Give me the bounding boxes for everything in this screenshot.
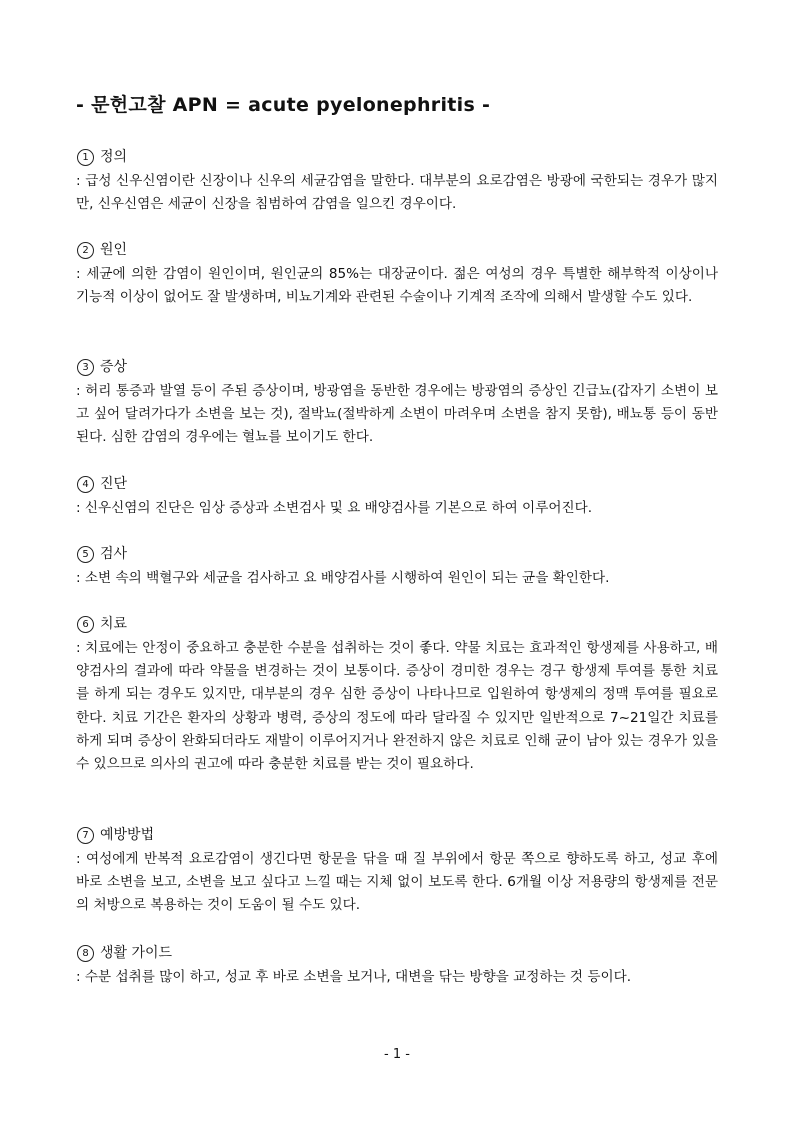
section-body: : 신우신염의 진단은 임상 증상과 소변검사 및 요 배양검사를 기본으로 하여 이루어진다. — [76, 500, 593, 516]
section-heading — [76, 474, 718, 494]
section-number-badge: 1 — [77, 149, 94, 166]
section-tests — [76, 544, 718, 590]
section-number-badge: 5 — [77, 546, 94, 563]
section-heading — [76, 544, 718, 564]
section-heading — [76, 943, 718, 963]
page-number: - 1 - — [384, 1047, 410, 1062]
section-symptoms — [76, 357, 718, 450]
section-heading-text: 검사 — [100, 546, 128, 562]
section-heading — [76, 825, 718, 845]
section-definition — [76, 147, 718, 216]
section-body: : 세균에 의한 감염이 원인이며, 원인균의 85%는 대장균이다. 젊은 여성의 경우 특별한 해부학적 이상이나 기능적 이상이 없어도 잘 발생하며, 비뇨기계와 관련된 수술이나 기계적 조작에 의해서 발생할 수도 있다. — [76, 266, 718, 306]
section-heading-text: 정의 — [100, 149, 128, 165]
section-heading — [76, 147, 718, 167]
section-life-guide — [76, 943, 718, 989]
section-body: : 소변 속의 백혈구와 세균을 검사하고 요 배양검사를 시행하여 원인이 되는 균을 확인한다. — [76, 570, 610, 586]
section-prevention — [76, 825, 718, 918]
section-number-badge: 2 — [77, 242, 94, 259]
section-body: : 여성에게 반복적 요로감염이 생긴다면 항문을 닦을 때 질 부위에서 항문 쪽으로 향하도록 하고, 성교 후에 바로 소변을 보고, 소변을 보고 싶다고 느낄 때는 지체 없이 보도록 한다. 6개월 이상 저용량의 항생제를 전문의 처방으로 복용하는 것이 도움이 될 수도 있다. — [76, 851, 718, 914]
section-treatment — [76, 614, 718, 776]
document-title: - 문헌고찰 APN = acute pyelonephritis - — [76, 94, 491, 116]
section-heading-text: 생활 가이드 — [100, 945, 173, 961]
section-body: : 치료에는 안정이 중요하고 충분한 수분을 섭취하는 것이 좋다. 약물 치료는 효과적인 항생제를 사용하고, 배양검사의 결과에 따라 약물을 변경하는 것이 보통이다. 증상이 경미한 경우는 경구 항생제 투여를 통한 치료를 하게 되는 경우도 있지만, 대부분의 경우 심한 증상이 나타나므로 입원하여 항생제의 정맥 투여를 필요로 한다. 치료 기간은 환자의 상황과 병력, 증상의 정도에 따라 달라질 수 있지만 일반적으로 7~21일간 치료를 하게 되며 증상이 완화되더라도 재발이 이루어지거나 완전하지 않은 치료로 인해 균이 남아 있는 경우가 있을 수 있으므로 의사의 권고에 따라 충분한 치료를 받는 것이 필요하다. — [76, 640, 718, 773]
section-diagnosis — [76, 474, 718, 520]
section-heading-text: 원인 — [100, 242, 128, 258]
section-number-badge: 4 — [77, 476, 94, 493]
section-number-badge: 8 — [77, 945, 94, 962]
section-body: : 허리 통증과 발열 등이 주된 증상이며, 방광염을 동반한 경우에는 방광염의 증상인 긴급뇨(갑자기 소변이 보고 싶어 달려가다가 소변을 보는 것), 절박뇨(절박하게 소변이 마려우며 소변을 참지 못함), 배뇨통 등이 동반된다. 심한 감염의 경우에는 혈뇨를 보이기도 한다. — [76, 383, 718, 446]
section-body: : 수분 섭취를 많이 하고, 성교 후 바로 소변을 보거나, 대변을 닦는 방향을 교정하는 것 등이다. — [76, 969, 632, 985]
section-number-badge: 7 — [77, 827, 94, 844]
section-heading — [76, 240, 718, 260]
section-heading — [76, 614, 718, 634]
section-number-badge: 6 — [77, 616, 94, 633]
section-heading-text: 증상 — [100, 359, 128, 375]
section-cause — [76, 240, 718, 309]
section-heading-text: 진단 — [100, 476, 128, 492]
section-heading-text: 예방방법 — [100, 827, 155, 843]
section-number-badge: 3 — [77, 359, 94, 376]
section-body: : 급성 신우신염이란 신장이나 신우의 세균감염을 말한다. 대부분의 요로감염은 방광에 국한되는 경우가 많지만, 신우신염은 세균이 신장을 침범하여 감염을 일으킨 경우이다. — [76, 173, 718, 213]
section-heading-text: 치료 — [100, 616, 128, 632]
section-heading — [76, 357, 718, 377]
